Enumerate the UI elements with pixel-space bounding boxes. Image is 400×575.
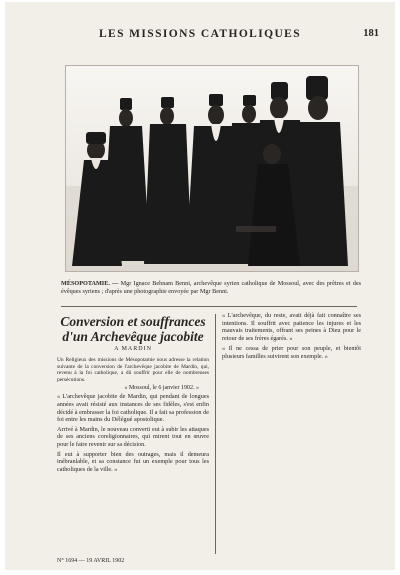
article-title-line-1: Conversion et souffrances [60, 314, 206, 329]
column-divider [215, 314, 216, 554]
article-intro: Un Religieux des missions de Mésopotamie nous adresse la relation suivante de la conversion de l'archevêque jacobite de Mardin, qui, revenu à la foi catholique, a dû souffrir pour elle de nombreuses persécutions. [57, 357, 209, 383]
masthead [5, 2, 395, 40]
article-paragraph-2: Arrivé à Mardin, le nouveau converti eut à subir les attaques de ses anciens coreligionnaires, qui mirent tout en œuvre pour le faire revenir sur sa décision. [57, 425, 209, 448]
issue-footer: N° 1694 — 19 AVRIL 1902 [57, 558, 125, 564]
photo-figures [66, 66, 358, 271]
horizontal-rule [61, 306, 357, 307]
magazine-page [5, 2, 395, 570]
article-paragraph-3: Il eut à supporter bien des outrages, mais il demeura inébranlable, et sa constance fut un exemple pour tous les catholiques de la ville. » [57, 450, 209, 473]
journal-title: LES MISSIONS CATHOLIQUES [98, 28, 302, 40]
group-photograph [65, 65, 359, 272]
photo-caption [61, 280, 361, 295]
article-paragraph-right-1: « L'archevêque, du reste, avait déjà fait connaître ses intentions. Il souffrit avec patience les injures et les mauvais traitements, offrant ses peines à Dieu pour le retour de ses frères égarés. » [222, 312, 361, 342]
article-body [57, 357, 209, 473]
article-column-left [57, 314, 209, 473]
article-title [57, 314, 209, 344]
article-title-line-2: d'un Archevêque jacobite [62, 329, 204, 344]
article-dateline: « Mossoul, le 6 janvier 1902. » [124, 385, 199, 392]
article-paragraph-1: « L'archevêque jacobite de Mardin, qui pendant de longues années avait résisté aux instances de ses fidèles, s'est enfin décidé à embrasser la foi catholique. Il a fait sa profession de foi entre les mains du Délégué apostolique. [57, 393, 209, 424]
article-subtitle: A MARDIN [114, 346, 152, 352]
caption-text: Mgr Ignace Behnam Benni, archevêque syrien catholique de Mossoul, avec des prêtres et des évêques syriens ; d'après une photographie envoyée par Mgr Benni. [61, 280, 362, 295]
caption-lead: MÉSOPOTAMIE. — [61, 280, 119, 287]
article-paragraph-right-2: « Il ne cessa de prier pour son peuple, et bientôt plusieurs familles suivirent son exemple. » [222, 345, 361, 360]
page-number: 181 [363, 28, 379, 39]
article-column-right [222, 312, 361, 361]
